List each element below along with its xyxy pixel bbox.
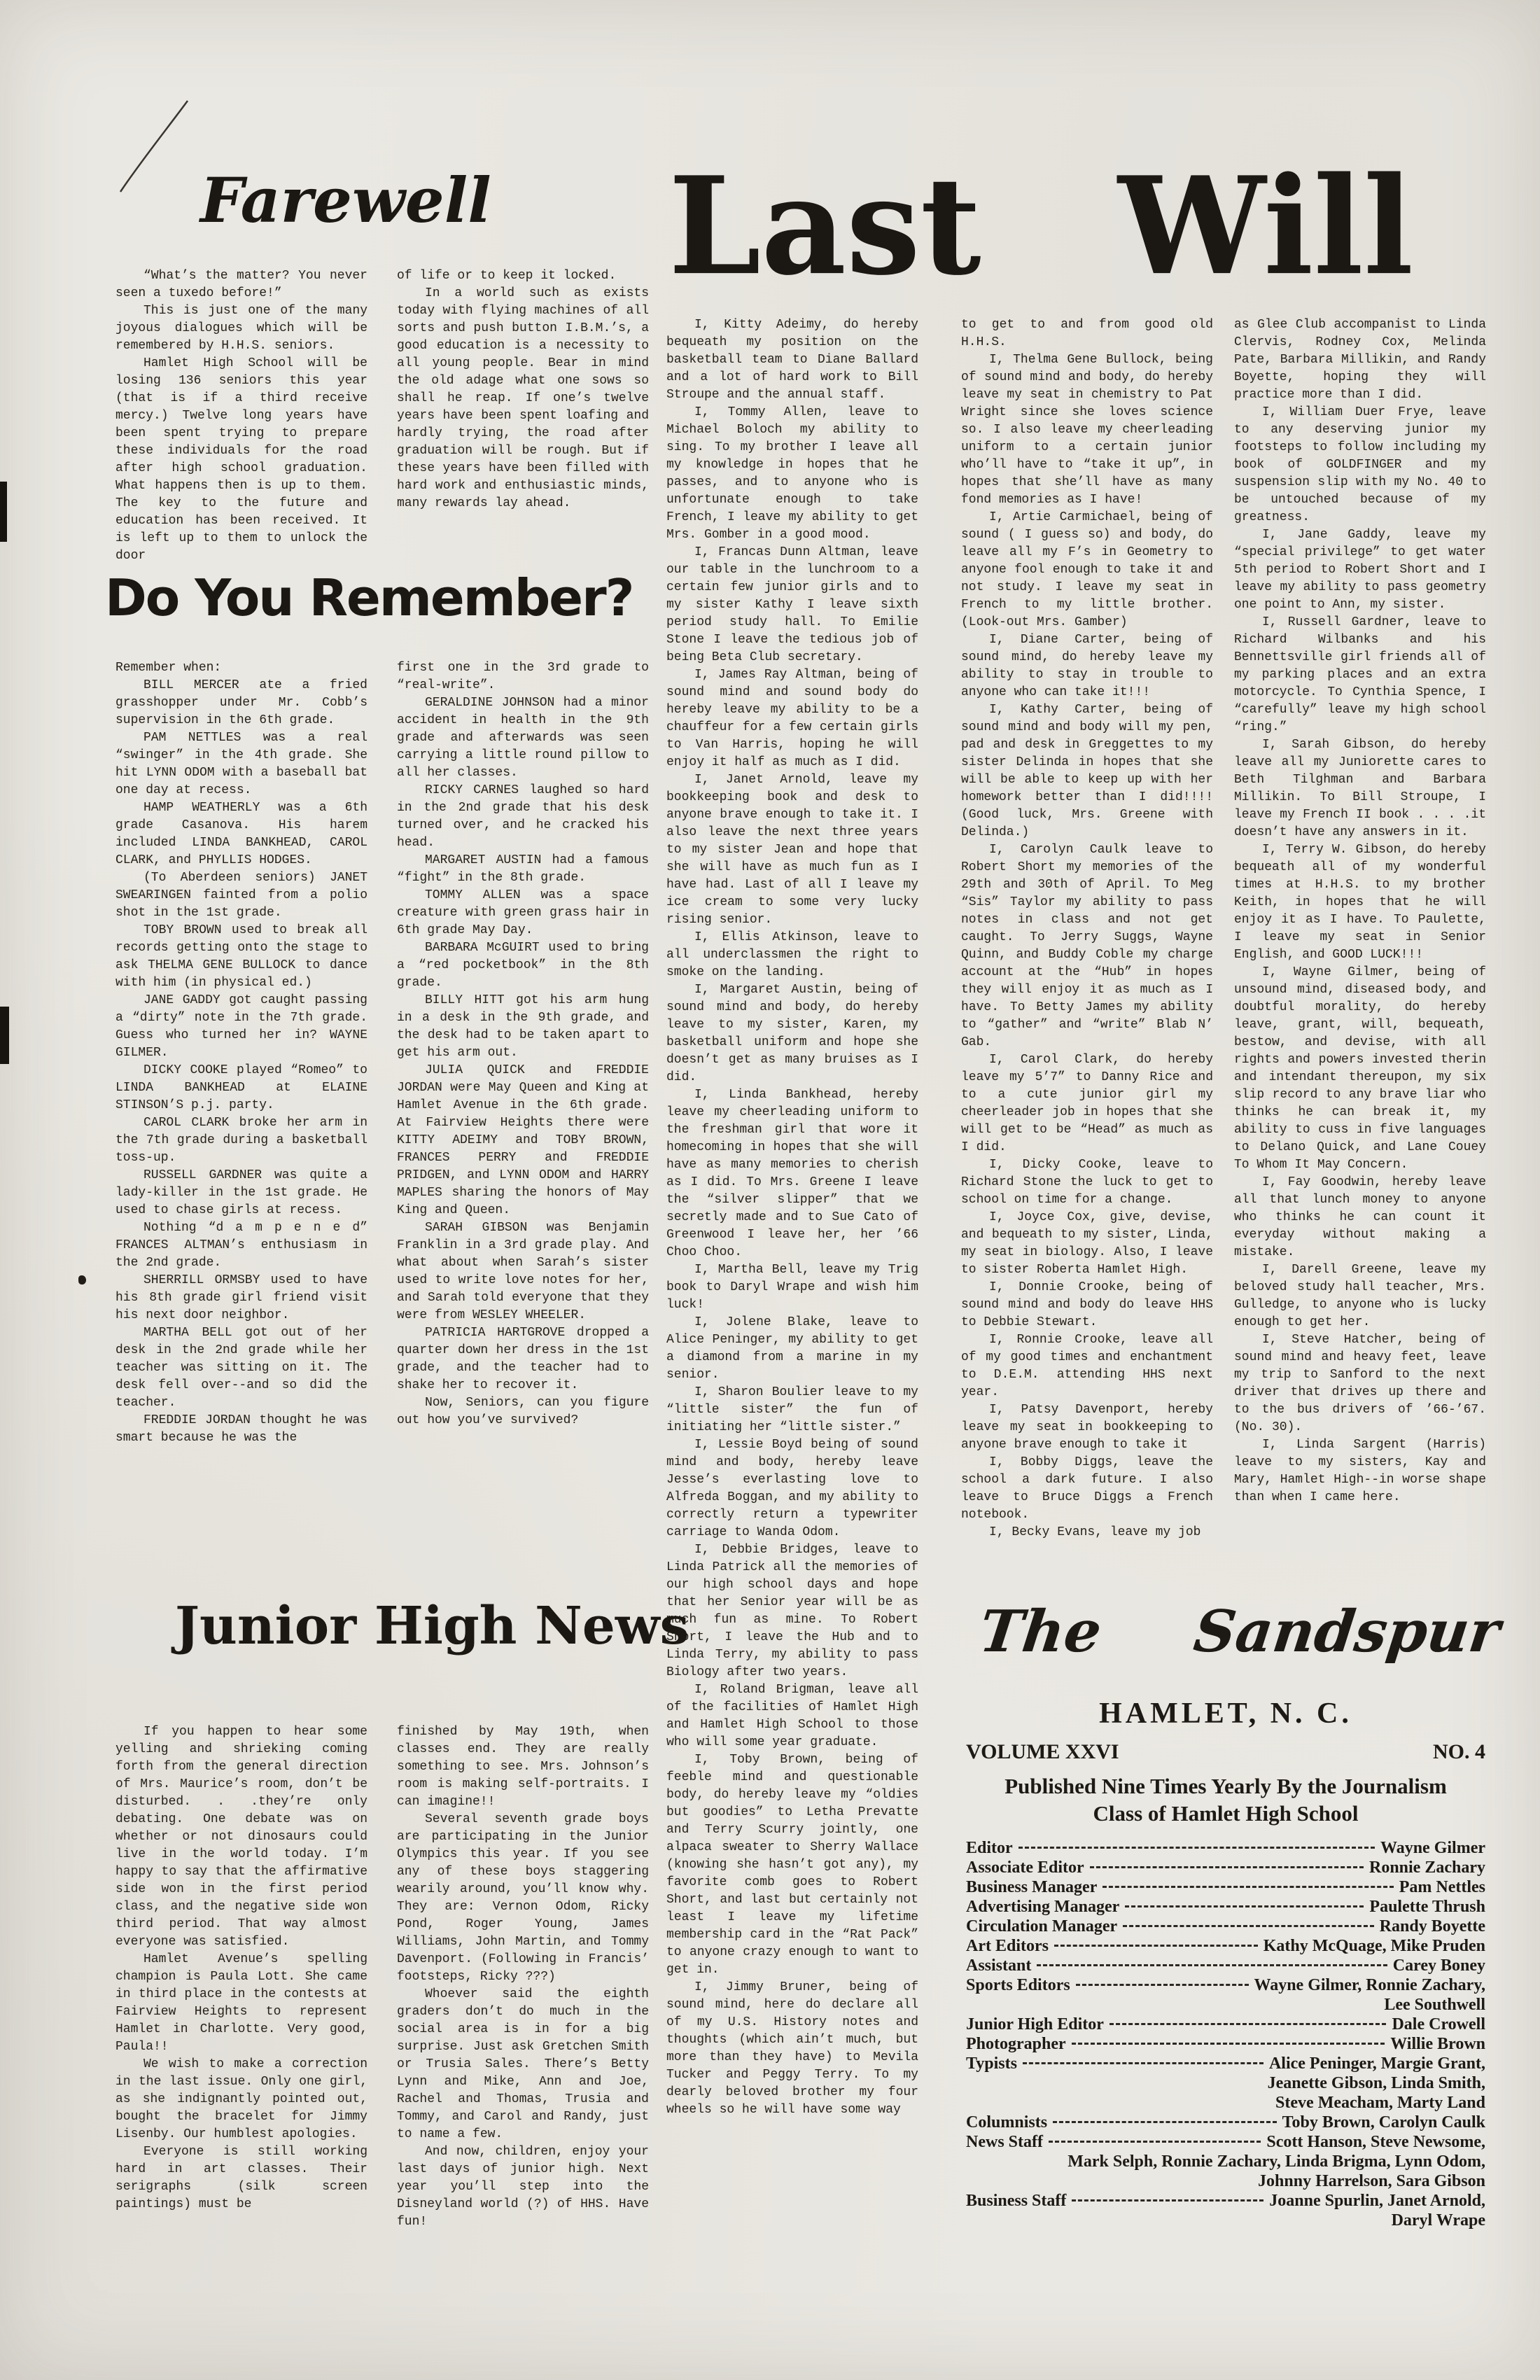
paragraph: I, Debbie Bridges, leave to Linda Patrick all the memories of our high school days and hope that her Senior year will be as much fun as mine. To Robert Short, I leave the Hub and to Linda Terry, my ability to pass Biology after two years. xyxy=(666,1543,918,1679)
farewell-title: Farewell xyxy=(200,164,491,237)
paragraph: JULIA QUICK and FREDDIE JORDAN were May Queen and King at Hamlet Avenue in the 6th grade. At Fairview Heights there were KITTY ADEIMY and TOBY BROWN, FRANCES PERRY and FREDDIE PRIDGEN, and LYNN ODOM and HARRY MAPLES sharing the honors of May King and Queen. xyxy=(397,1063,649,1217)
paragraph: GERALDINE JOHNSON had a minor accident in health in the 9th grade and afterwards was seen carrying a little round pillow to all her classes. xyxy=(397,696,649,780)
scan-edge-mark xyxy=(0,482,7,542)
paragraph: I, Sarah Gibson, do hereby leave all my Juniorette cares to Beth Tilghman and Barbara Millikin. To Bill Stroupe, I leave my French II book . . . .it doesn’t have any answers in it. xyxy=(1234,738,1486,839)
leader-line xyxy=(1102,1886,1393,1888)
paragraph: of life or to keep it locked. xyxy=(397,269,617,283)
published-line-2: Class of Hamlet High School xyxy=(1093,1801,1359,1826)
staff-names: Kathy McQuage, Mike Pruden xyxy=(1263,1937,1485,1955)
staff-role: Circulation Manager xyxy=(966,1917,1118,1935)
do-you-remember-column-2 xyxy=(397,659,649,1429)
paragraph: In a world such as exists today with flying machines of all sorts and push button I.B.M.’s, a good education is a necessity to all young people. Bear in mind the old adage what one sows so shall he reap. If one’s twelve years have been spent loafing and hardly trying, the road after graduation will be rough. But if these years have been filled with hard work and enthusiastic minds, many rewards lay ahead. xyxy=(397,286,649,510)
staff-row xyxy=(966,1858,1485,1877)
paragraph: MARGARET AUSTIN had a famous “fight” in the 8th grade. xyxy=(397,853,649,885)
paragraph: I, Francas Dunn Altman, leave our table in the lunchroom to a certain few junior girls and to my sister Kathy I leave sixth period study hall. To Emilie Stone I leave the tedious job of being Beta Club secretary. xyxy=(666,545,918,664)
paragraph: I, Becky Evans, leave my job xyxy=(989,1525,1201,1539)
paragraph: TOBY BROWN used to break all records getting onto the stage to ask THELMA GENE BULLOCK to dance with him (in physical ed.) xyxy=(115,923,368,990)
leader-line xyxy=(1125,1905,1364,1907)
farewell-column-2 xyxy=(397,267,649,512)
paragraph: I, Donnie Crooke, being of sound mind and body do leave HHS to Debbie Stewart. xyxy=(961,1280,1213,1329)
paragraph: CAROL CLARK broke her arm in the 7th grade during a basketball toss-up. xyxy=(115,1116,368,1165)
paragraph: I, Ronnie Crooke, leave all of my good times and enchantment to D.E.M. attending HHS next year. xyxy=(961,1333,1213,1399)
staff-names: Scott Hanson, Steve Newsome, xyxy=(1266,2133,1485,2151)
staff-role: Sports Editors xyxy=(966,1976,1070,1994)
leader-line xyxy=(1053,2121,1277,2123)
masthead-volume: VOLUME XXVI xyxy=(966,1740,1119,1763)
paragraph: I, Diane Carter, being of sound mind, do hereby leave my ability to stay in trouble to anyone who can take it!!! xyxy=(961,633,1213,699)
staff-continuation: Daryl Wrape xyxy=(1391,2211,1485,2230)
leader-line xyxy=(1023,2062,1264,2064)
paragraph: SARAH GIBSON was Benjamin Franklin in a 3rd grade play. And what about when Sarah’s sister used to write love notes for her, and Sarah told everyone that they were from WESLEY WHEELER. xyxy=(397,1221,649,1322)
leader-line xyxy=(1123,1925,1373,1927)
staff-names: Randy Boyette xyxy=(1379,1917,1485,1935)
paragraph: I, Kitty Adeimy, do hereby bequeath my position on the basketball team to Diane Ballard and a lot of hard work to Bill Stroupe and the annual staff. xyxy=(666,318,918,402)
staff-row xyxy=(966,1838,1485,1858)
staff-row xyxy=(966,1975,1485,1995)
paragraph: BARBARA McGUIRT used to bring a “red pocketbook” in the 8th grade. xyxy=(397,941,649,990)
paragraph: Now, Seniors, can you figure out how you’ve survived? xyxy=(397,1396,649,1427)
masthead-published-statement xyxy=(966,1772,1485,1827)
leader-line xyxy=(1049,2141,1261,2143)
scan-scratch-mark xyxy=(118,98,202,200)
farewell-column-1 xyxy=(115,267,368,565)
staff-names: Alice Peninger, Margie Grant, xyxy=(1268,2054,1485,2073)
paragraph: I, Janet Arnold, leave my bookkeeping book and desk to anyone brave enough to take it. I also leave the next three years to my sister Jean and hope that she will have as much fun as I have had. Last of all I leave my ice cream to some very lucky rising senior. xyxy=(666,773,918,927)
paragraph: I, Toby Brown, being of feeble mind and questionable body, do hereby leave my “oldies but goodies” to Letha Prevatte and Terry Scurry jointly, one alpaca sweater to Sherry Wallace (knowing she hasn’t got any), my favorite comb goes to Robert Short, and last but certainly not least I leave my lifetime membership card in the “Rat Pack” to anyone crazy enough to want to get in. xyxy=(666,1753,918,1977)
masthead-city: HAMLET, N. C. xyxy=(1099,1698,1352,1730)
staff-row xyxy=(966,2054,1485,2073)
staff-row xyxy=(966,2191,1485,2211)
paragraph: as Glee Club accompanist to Linda Clervis, Rodney Cox, Melinda Pate, Barbara Millikin, and Randy Boyette, hoping they will practice more than I did. xyxy=(1234,318,1486,402)
paragraph: I, Bobby Diggs, leave the school a dark future. I also leave to Bruce Diggs a French notebook. xyxy=(961,1455,1213,1522)
staff-names: Wayne Gilmer xyxy=(1380,1839,1485,1857)
paragraph: I, James Ray Altman, being of sound mind and sound body do hereby leave my ability to be a chauffeur for a few certain girls to Van Harris, hoping he will enjoy it half as much as I did. xyxy=(666,668,918,769)
staff-continuation: Johnny Harrelson, Sara Gibson xyxy=(1258,2172,1485,2190)
staff-names: Dale Crowell xyxy=(1392,2015,1485,2033)
staff-role: Associate Editor xyxy=(966,1858,1084,1877)
last-will-column-2 xyxy=(961,316,1213,1541)
leader-line xyxy=(1018,1847,1375,1849)
do-you-remember-column-1 xyxy=(115,659,368,1447)
staff-continuation: Mark Selph, Ronnie Zachary, Linda Brigma, Lynn Odom, xyxy=(1068,2152,1485,2171)
staff-role: Assistant xyxy=(966,1956,1032,1975)
staff-row xyxy=(966,2015,1485,2034)
masthead xyxy=(966,1598,1504,2230)
staff-names: Ronnie Zachary xyxy=(1368,1858,1485,1877)
paragraph: I, Artie Carmichael, being of sound ( I guess so) and body, do leave all my F’s in Geometry to anyone fool enough to take it and not study. I leave my seat in French to my little brother. (Look-out Mrs. Gamber) xyxy=(961,510,1213,629)
leader-line xyxy=(1076,1984,1249,1986)
staff-row xyxy=(966,1877,1485,1897)
staff-names: Pam Nettles xyxy=(1399,1878,1485,1896)
paragraph: Remember when: xyxy=(115,661,222,675)
staff-continuation: Lee Southwell xyxy=(1384,1996,1485,2014)
leader-line xyxy=(1037,1964,1387,1966)
paragraph: to get to and from good old H.H.S. xyxy=(961,318,1213,349)
paragraph: I, Wayne Gilmer, being of unsound mind, diseased body, and doubtful morality, do hereby leave, grant, will, bequeath, bestow, and devise, with all rights and powers invested therin and intendant thereupon, my six slip record to any brave liar who thinks he can break it, my ability to cuss in five languages to Delano Quick, and Lane Couey To Whom It May Concern. xyxy=(1234,965,1486,1172)
paragraph: And now, children, enjoy your last days of junior high. Next year you’ll step into the Disneyland world (?) of HHS. Have fun! xyxy=(397,2145,649,2229)
staff-row xyxy=(966,1956,1485,1975)
masthead-issue-number: NO. 4 xyxy=(1433,1740,1485,1763)
paragraph: SHERRILL ORMSBY used to have his 8th grade girl friend visit his next door neighbor. xyxy=(115,1273,368,1322)
paragraph: I, Carol Clark, do hereby leave my 5’7” to Danny Rice and to a cute junior girl my cheerleader job in hopes that she will get to be “Head” as much as I did. xyxy=(961,1053,1213,1154)
paragraph: I, Jane Gaddy, leave my “special privilege” to get water 5th period to Robert Short and I leave my ability to pass geometry one point to Ann, my sister. xyxy=(1234,528,1486,612)
paragraph: I, Roland Brigman, leave all of the facilities of Hamlet High and Hamlet High School to those who will some year graduate. xyxy=(666,1683,918,1749)
paragraph: BILLY HITT got his arm hung in a desk in the 9th grade, and the desk had to be taken apart to get his arm out. xyxy=(397,993,649,1060)
staff-list xyxy=(966,1838,1485,2230)
staff-continuation: Steve Meacham, Marty Land xyxy=(1275,2094,1485,2112)
paragraph: FREDDIE JORDAN thought he was smart because he was the xyxy=(115,1413,368,1445)
do-you-remember-title: Do You Remember? xyxy=(105,568,634,627)
staff-row xyxy=(966,1936,1485,1956)
paragraph: PAM NETTLES was a real “swinger” in the 4th grade. She hit LYNN ODOM with a baseball bat one day at recess. xyxy=(115,731,368,797)
paragraph: I, Margaret Austin, being of sound mind and body, do hereby leave to my sister, Karen, my basketball uniform and hope she doesn’t get as many bruises as I did. xyxy=(666,983,918,1084)
staff-row xyxy=(966,2132,1485,2152)
last-will-column-1 xyxy=(666,316,918,2119)
staff-role: Advertising Manager xyxy=(966,1898,1120,1916)
staff-row xyxy=(966,1897,1485,1917)
staff-row xyxy=(966,2034,1485,2054)
paragraph: I, Kathy Carter, being of sound mind and body will my pen, pad and desk in Greggettes to my sister Delinda in hopes that she will be able to keep up with her homework better than I did!!!! (Good luck, Mrs. Greene with Delinda.) xyxy=(961,703,1213,839)
paragraph: I, Carolyn Caulk leave to Robert Short my memories of the 29th and 30th of April. To Meg “Sis” Taylor my ability to pass notes in class and not get caught. To Jerry Suggs, Wayne Quinn, and Buddy Coble my charge account at the “Hub” in hopes they will enjoy it as much as I have. To Betty James my ability to “gather” and “write” Blab N’ Gab. xyxy=(961,843,1213,1049)
paragraph: (To Aberdeen seniors) JANET SWEARINGEN fainted from a polio shot in the 1st grade. xyxy=(115,871,368,920)
last-will-title: Last Will xyxy=(668,147,1414,306)
paragraph: finished by May 19th, when classes end. They are really something to see. Mrs. Johnson’s room is making self-portraits. I can imagine!! xyxy=(397,1725,649,1809)
leader-line xyxy=(1090,1866,1364,1868)
paragraph: PATRICIA HARTGROVE dropped a quarter down her dress in the 1st grade, and the teacher had to shake her to recover it. xyxy=(397,1326,649,1392)
paragraph: I, Patsy Davenport, hereby leave my seat in bookkeeping to anyone brave enough to take it xyxy=(961,1403,1213,1452)
staff-names: Joanne Spurlin, Janet Arnold, xyxy=(1269,2192,1485,2210)
paragraph: Hamlet High School will be losing 136 seniors this year (that is if a third receive mercy.) Twelve long years have been spent trying to prepare these individuals for the road after high school graduation. What happens then is up to them. The key to the future and education has been received. It is left up to them to unlock the door xyxy=(115,356,368,563)
junior-high-column-2 xyxy=(397,1723,649,2231)
leader-line xyxy=(1072,2199,1264,2202)
paragraph: I, Russell Gardner, leave to Richard Wilbanks and his Bennettsville girl friends all of my parking places and an extra motorcycle. To Cynthia Spence, I “carefully” leave my high school “ring.” xyxy=(1234,615,1486,734)
paragraph: Whoever said the eighth graders don’t do much in the social area is in for a big surprise. Just ask Gretchen Smith or Trusia Sales. There’s Betty Lynn and Mike, Ann and Joe, Rachel and Thomas, Trusia and Tommy, and Carol and Randy, just to name a few. xyxy=(397,1987,649,2141)
paragraph: DICKY COOKE played “Romeo” to LINDA BANKHEAD at ELAINE STINSON’S p.j. party. xyxy=(115,1063,368,1112)
paragraph: I, Terry W. Gibson, do hereby bequeath all of my wonderful times at H.H.S. to my brother Keith, in hopes that he will enjoy it as I have. To Paulette, I leave my seat in Senior English, and GOOD LUCK!!! xyxy=(1234,843,1486,962)
paragraph: “What’s the matter? You never seen a tuxedo before!” xyxy=(115,269,368,300)
paragraph: We wish to make a correction in the last issue. Only one girl, as she indignantly pointed out, bought the bracelet for Jimmy Lisenby. Our humblest apologies. xyxy=(115,2057,368,2141)
paragraph: I, Fay Goodwin, hereby leave all that lunch money to anyone who thinks he can count it everyday without making a mistake. xyxy=(1234,1175,1486,1259)
staff-names: Carey Boney xyxy=(1392,1956,1485,1975)
paragraph: Hamlet Avenue’s spelling champion is Paula Lott. She came in third place in the contests at Fairview Heights to represent Hamlet in Charlotte. Very good, Paula!! xyxy=(115,1952,368,2054)
paragraph: first one in the 3rd grade to “real-write”. xyxy=(397,661,649,692)
paragraph: I, Joyce Cox, give, devise, and bequeath to my sister, Linda, my seat in biology. Also, I leave to sister Roberta Hamlet High. xyxy=(961,1210,1213,1277)
paragraph: I, Sharon Boulier leave to my “little sister” the fun of initiating her “little sister.” xyxy=(666,1385,918,1434)
scan-edge-mark xyxy=(0,1007,9,1064)
paragraph: I, Lessie Boyd being of sound mind and body, hereby leave Jesse’s everlasting love to Alfreda Boggan, and my ability to correctly return a typewriter carriage to Wanda Odom. xyxy=(666,1438,918,1539)
paragraph: HAMP WEATHERLY was a 6th grade Casanova. His harem included LINDA BANKHEAD, CAROL CLARK, and PHYLLIS HODGES. xyxy=(115,801,368,867)
paragraph: I, Darell Greene, leave my beloved study hall teacher, Mrs. Gulledge, to anyone who is lucky enough to get her. xyxy=(1234,1263,1486,1329)
staff-role: Typists xyxy=(966,2054,1017,2073)
paragraph: I, William Duer Frye, leave to any deserving junior my footsteps to follow including my book of GOLDFINGER and my suspension slip with my No. 40 to be untouched because of my greatness. xyxy=(1234,405,1486,524)
last-will-column-3 xyxy=(1234,316,1486,1506)
staff-role: Art Editors xyxy=(966,1937,1049,1955)
paragraph: RUSSELL GARDNER was quite a lady-killer in the 1st grade. He used to chase girls at recess. xyxy=(115,1168,368,1217)
paragraph: Several seventh grade boys are participating in the Junior Olympics this year. If you see any of these boys staggering wearily around, you’ll know why. They are: Vernon Odom, Ricky Pond, Roger Young, James Williams, John Martin, and Tommy Davenport. (Following in Francis’ footsteps, Ricky ???) xyxy=(397,1812,649,1984)
paragraph: I, Steve Hatcher, being of sound mind and heavy feet, leave my trip to Sanford to the next driver that drives up there and to the bus drivers of ’66-’67. (No. 30). xyxy=(1234,1333,1486,1434)
staff-names: Toby Brown, Carolyn Caulk xyxy=(1282,2113,1485,2132)
paragraph: JANE GADDY got caught passing a “dirty” note in the 7th grade. Guess who turned her in? WAYNE GILMER. xyxy=(115,993,368,1060)
staff-row xyxy=(966,1917,1485,1936)
paragraph: Everyone is still working hard in art classes. Their serigraphs (silk screen paintings) must be xyxy=(115,2145,368,2211)
staff-continuation: Jeanette Gibson, Linda Smith, xyxy=(1267,2074,1485,2092)
paragraph: I, Jolene Blake, leave to Alice Peninger, my ability to get a diamond from a marine in my senior. xyxy=(666,1315,918,1382)
paragraph: I, Ellis Atkinson, leave to all underclassmen the right to smoke on the landing. xyxy=(666,930,918,979)
paragraph: MARTHA BELL got out of her desk in the 2nd grade while her teacher was sitting on it. The desk fell over--and so did the teacher. xyxy=(115,1326,368,1410)
paragraph: I, Tommy Allen, leave to Michael Boloch my ability to sing. To my brother I leave all my knowledge in hopes that he passes, and to anyone who is unfortunate enough to take French, I leave my ability to get Mrs. Gomber in a good mood. xyxy=(666,405,918,542)
paragraph: I, Martha Bell, leave my Trig book to Daryl Wrape and wish him luck! xyxy=(666,1263,918,1312)
masthead-volume-row xyxy=(966,1740,1485,1764)
staff-row xyxy=(966,2113,1485,2132)
staff-names: Wayne Gilmer, Ronnie Zachary, xyxy=(1254,1976,1485,1994)
leader-line xyxy=(1054,1945,1258,1947)
paragraph: I, Linda Sargent (Harris) leave to my sisters, Kay and Mary, Hamlet High--in worse shape than when I came here. xyxy=(1234,1438,1486,1504)
leader-line xyxy=(1072,2043,1385,2045)
paragraph: I, Dicky Cooke, leave to Richard Stone the luck to get to school on time for a change. xyxy=(961,1158,1213,1207)
published-line-1: Published Nine Times Yearly By the Journalism xyxy=(1004,1774,1447,1798)
staff-names: Willie Brown xyxy=(1390,2035,1485,2053)
staff-role: Editor xyxy=(966,1839,1013,1857)
paragraph: I, Linda Bankhead, hereby leave my cheerleading uniform to the freshman girl that wore it homecoming in hopes that she will have as many memories to cherish as I did. To Mrs. Greene I leave the “silver slipper” that we secretly made and to Sue Cato of Greenwood I leave her, her ’66 Choo Choo. xyxy=(666,1088,918,1259)
staff-role: Columnists xyxy=(966,2113,1048,2132)
staff-role: Business Staff xyxy=(966,2192,1067,2210)
staff-role: Photographer xyxy=(966,2035,1066,2053)
paragraph: Nothing “d a m p e n e d” FRANCES ALTMAN’s enthusiasm in the 2nd grade. xyxy=(115,1221,368,1270)
paragraph: If you happen to hear some yelling and shrieking coming forth from the general direction of Mrs. Maurice’s room, don’t be disturbed. . .they’re only debating. One debate was on whether or not dinosaurs could live in the world today. I’m happy to say that the affirmative side won in the first period class, and the negative side won third period. That way almost everyone was satisfied. xyxy=(115,1725,368,1949)
junior-high-news-title: Junior High News xyxy=(175,1596,690,1656)
newspaper-logo: The Sandspur xyxy=(976,1598,1504,1665)
paragraph: This is just one of the many joyous dialogues which will be remembered by H.H.S. seniors. xyxy=(115,304,368,353)
paragraph: RICKY CARNES laughed so hard in the 2nd grade that his desk turned over, and he cracked his head. xyxy=(397,783,649,850)
ink-blot xyxy=(78,1275,86,1284)
staff-role: News Staff xyxy=(966,2133,1043,2151)
staff-names: Paulette Thrush xyxy=(1369,1898,1485,1916)
leader-line xyxy=(1110,2023,1387,2025)
junior-high-column-1 xyxy=(115,1723,368,2213)
staff-role: Business Manager xyxy=(966,1878,1098,1896)
paragraph: TOMMY ALLEN was a space creature with green grass hair in 6th grade May Day. xyxy=(397,888,649,937)
paragraph: BILL MERCER ate a fried grasshopper under Mr. Cobb’s supervision in the 6th grade. xyxy=(115,678,368,727)
staff-role: Junior High Editor xyxy=(966,2015,1104,2033)
paragraph: I, Thelma Gene Bullock, being of sound mind and body, do hereby leave my seat in chemistry to Pat Wright since she loves science so. I also leave my cheerleading uniform to a certain junior who’ll have to “take it up”, in hopes that she’ll have as many fond memories as I have! xyxy=(961,353,1213,507)
paragraph: I, Jimmy Bruner, being of sound mind, here do declare all of my U.S. History notes and thoughts (which ain’t much, but more than they have) to Mevila Tucker and Peggy Terry. To my dearly beloved brother my four wheels so he will have some way xyxy=(666,1980,918,2117)
